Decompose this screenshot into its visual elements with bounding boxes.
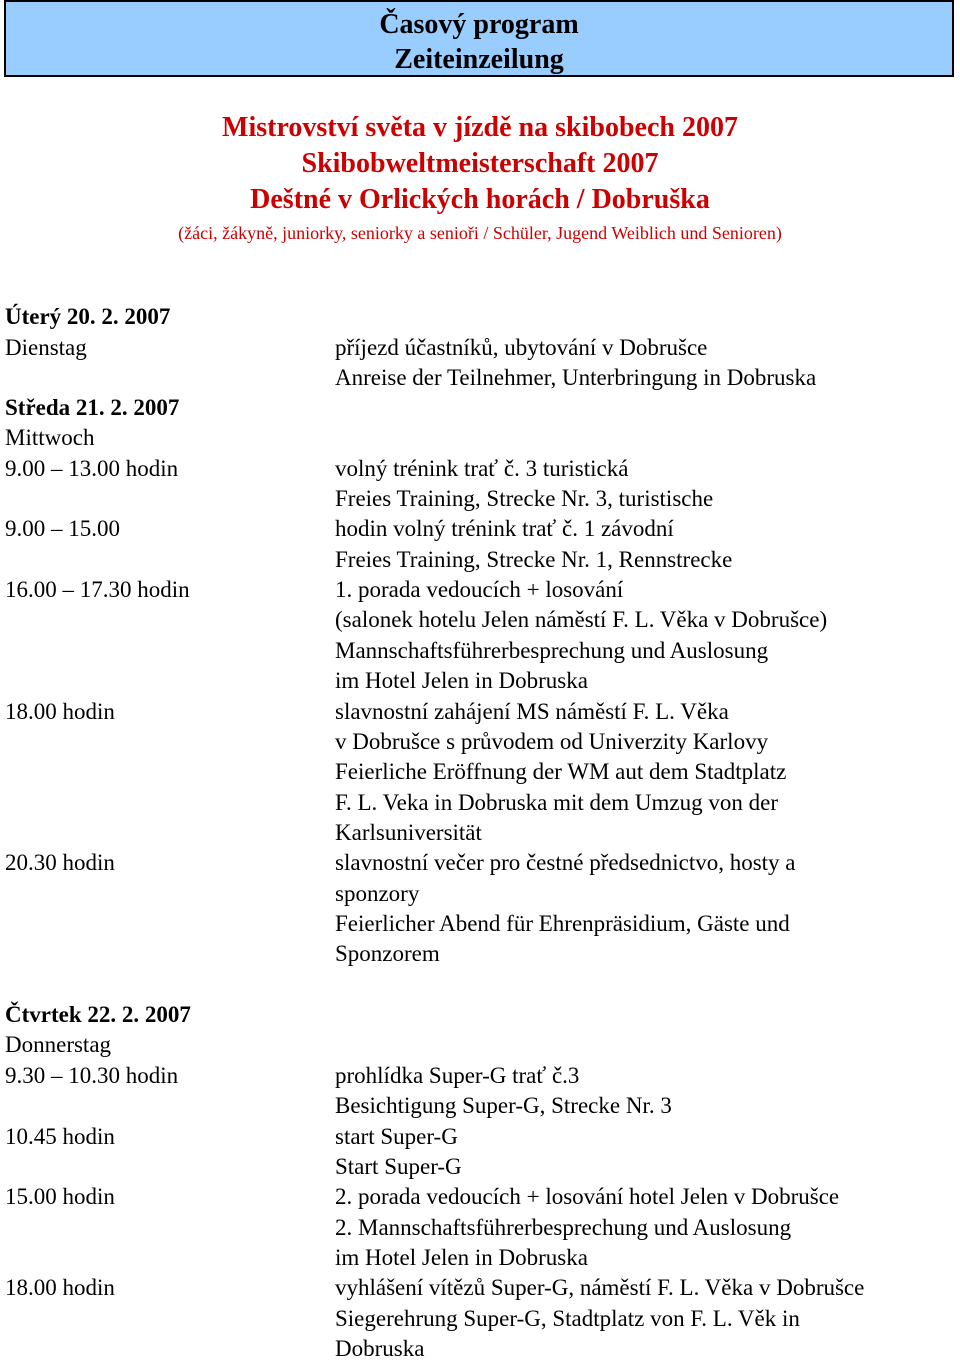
title-box xyxy=(4,0,954,77)
schedule-time: Donnerstag xyxy=(5,1032,112,1057)
schedule-description: 2. porada vedoucích + losování hotel Jelen v Dobrušce xyxy=(335,1184,840,1209)
schedule-time: 16.00 – 17.30 hodin xyxy=(5,577,190,602)
schedule-time: 15.00 hodin xyxy=(5,1184,115,1209)
schedule-description: slavnostní večer pro čestné předsednictvo, hosty a xyxy=(335,850,796,875)
schedule-description: Besichtigung Super-G, Strecke Nr. 3 xyxy=(335,1093,672,1118)
schedule-description: im Hotel Jelen in Dobruska xyxy=(335,668,588,693)
schedule-description: Mannschaftsführerbesprechung und Auslosung xyxy=(335,638,769,663)
title-german: Zeiteinzeilung xyxy=(394,44,564,75)
schedule-description: Start Super-G xyxy=(335,1154,462,1179)
event-heading xyxy=(0,110,960,248)
schedule-description: 1. porada vedoucích + losování xyxy=(335,577,624,602)
schedule-description: Dobruska xyxy=(335,1336,425,1361)
event-location: Deštné v Orlických horách / Dobruška xyxy=(250,184,710,215)
schedule-description: (salonek hotelu Jelen náměstí F. L. Věka v Dobrušce) xyxy=(335,607,828,632)
day-heading: Úterý 20. 2. 2007 xyxy=(5,304,171,329)
schedule-time: 18.00 hodin xyxy=(5,1275,115,1300)
schedule-time: Mittwoch xyxy=(5,425,95,450)
schedule-description: Sponzorem xyxy=(335,941,440,966)
schedule-time: 10.45 hodin xyxy=(5,1124,115,1149)
schedule-description: im Hotel Jelen in Dobruska xyxy=(335,1245,588,1270)
schedule-time: 9.00 – 15.00 xyxy=(5,516,120,541)
schedule-description: Siegerehrung Super-G, Stadtplatz von F. L. Věk in xyxy=(335,1306,800,1331)
schedule-description: Freies Training, Strecke Nr. 3, turistische xyxy=(335,486,714,511)
schedule-description: slavnostní zahájení MS náměstí F. L. Věka xyxy=(335,699,729,724)
schedule-time: Dienstag xyxy=(5,335,87,360)
schedule-description: F. L. Veka in Dobruska mit dem Umzug von der xyxy=(335,790,778,815)
schedule-description: start Super-G xyxy=(335,1124,458,1149)
schedule-description: Freies Training, Strecke Nr. 1, Rennstrecke xyxy=(335,547,733,572)
schedule-description: v Dobrušce s průvodem od Univerzity Karlovy xyxy=(335,729,769,754)
schedule-time: 20.30 hodin xyxy=(5,850,115,875)
schedule-description: Karlsuniversität xyxy=(335,820,482,845)
schedule-time: 9.00 – 13.00 hodin xyxy=(5,456,179,481)
schedule-description: Anreise der Teilnehmer, Unterbringung in Dobruska xyxy=(335,365,817,390)
schedule-description: vyhlášení vítězů Super-G, náměstí F. L. Věka v Dobrušce xyxy=(335,1275,865,1300)
schedule-description: Feierlicher Abend für Ehrenpräsidium, Gäste und xyxy=(335,911,790,936)
schedule-description: sponzory xyxy=(335,881,420,906)
day-heading: Středa 21. 2. 2007 xyxy=(5,395,180,420)
schedule-time: 9.30 – 10.30 hodin xyxy=(5,1063,179,1088)
event-title-german: Skibobweltmeisterschaft 2007 xyxy=(301,148,659,179)
schedule-description: volný trénink trať č. 3 turistická xyxy=(335,456,629,481)
schedule-time: 18.00 hodin xyxy=(5,699,115,724)
day-heading: Čtvrtek 22. 2. 2007 xyxy=(5,1002,191,1027)
schedule-description: hodin volný trénink trať č. 1 závodní xyxy=(335,516,674,541)
event-categories: (žáci, žákyně, juniorky, seniorky a senioři / Schüler, Jugend Weiblich und Senioren) xyxy=(178,223,782,243)
event-title-czech: Mistrovství světa v jízdě na skibobech 2007 xyxy=(222,112,738,143)
title-czech: Časový program xyxy=(379,9,579,40)
schedule-description: 2. Mannschaftsführerbesprechung und Auslosung xyxy=(335,1215,792,1240)
schedule-description: Feierliche Eröffnung der WM aut dem Stadtplatz xyxy=(335,759,787,784)
schedule-description: příjezd účastníků, ubytování v Dobrušce xyxy=(335,335,708,360)
schedule-description: prohlídka Super-G trať č.3 xyxy=(335,1063,580,1088)
